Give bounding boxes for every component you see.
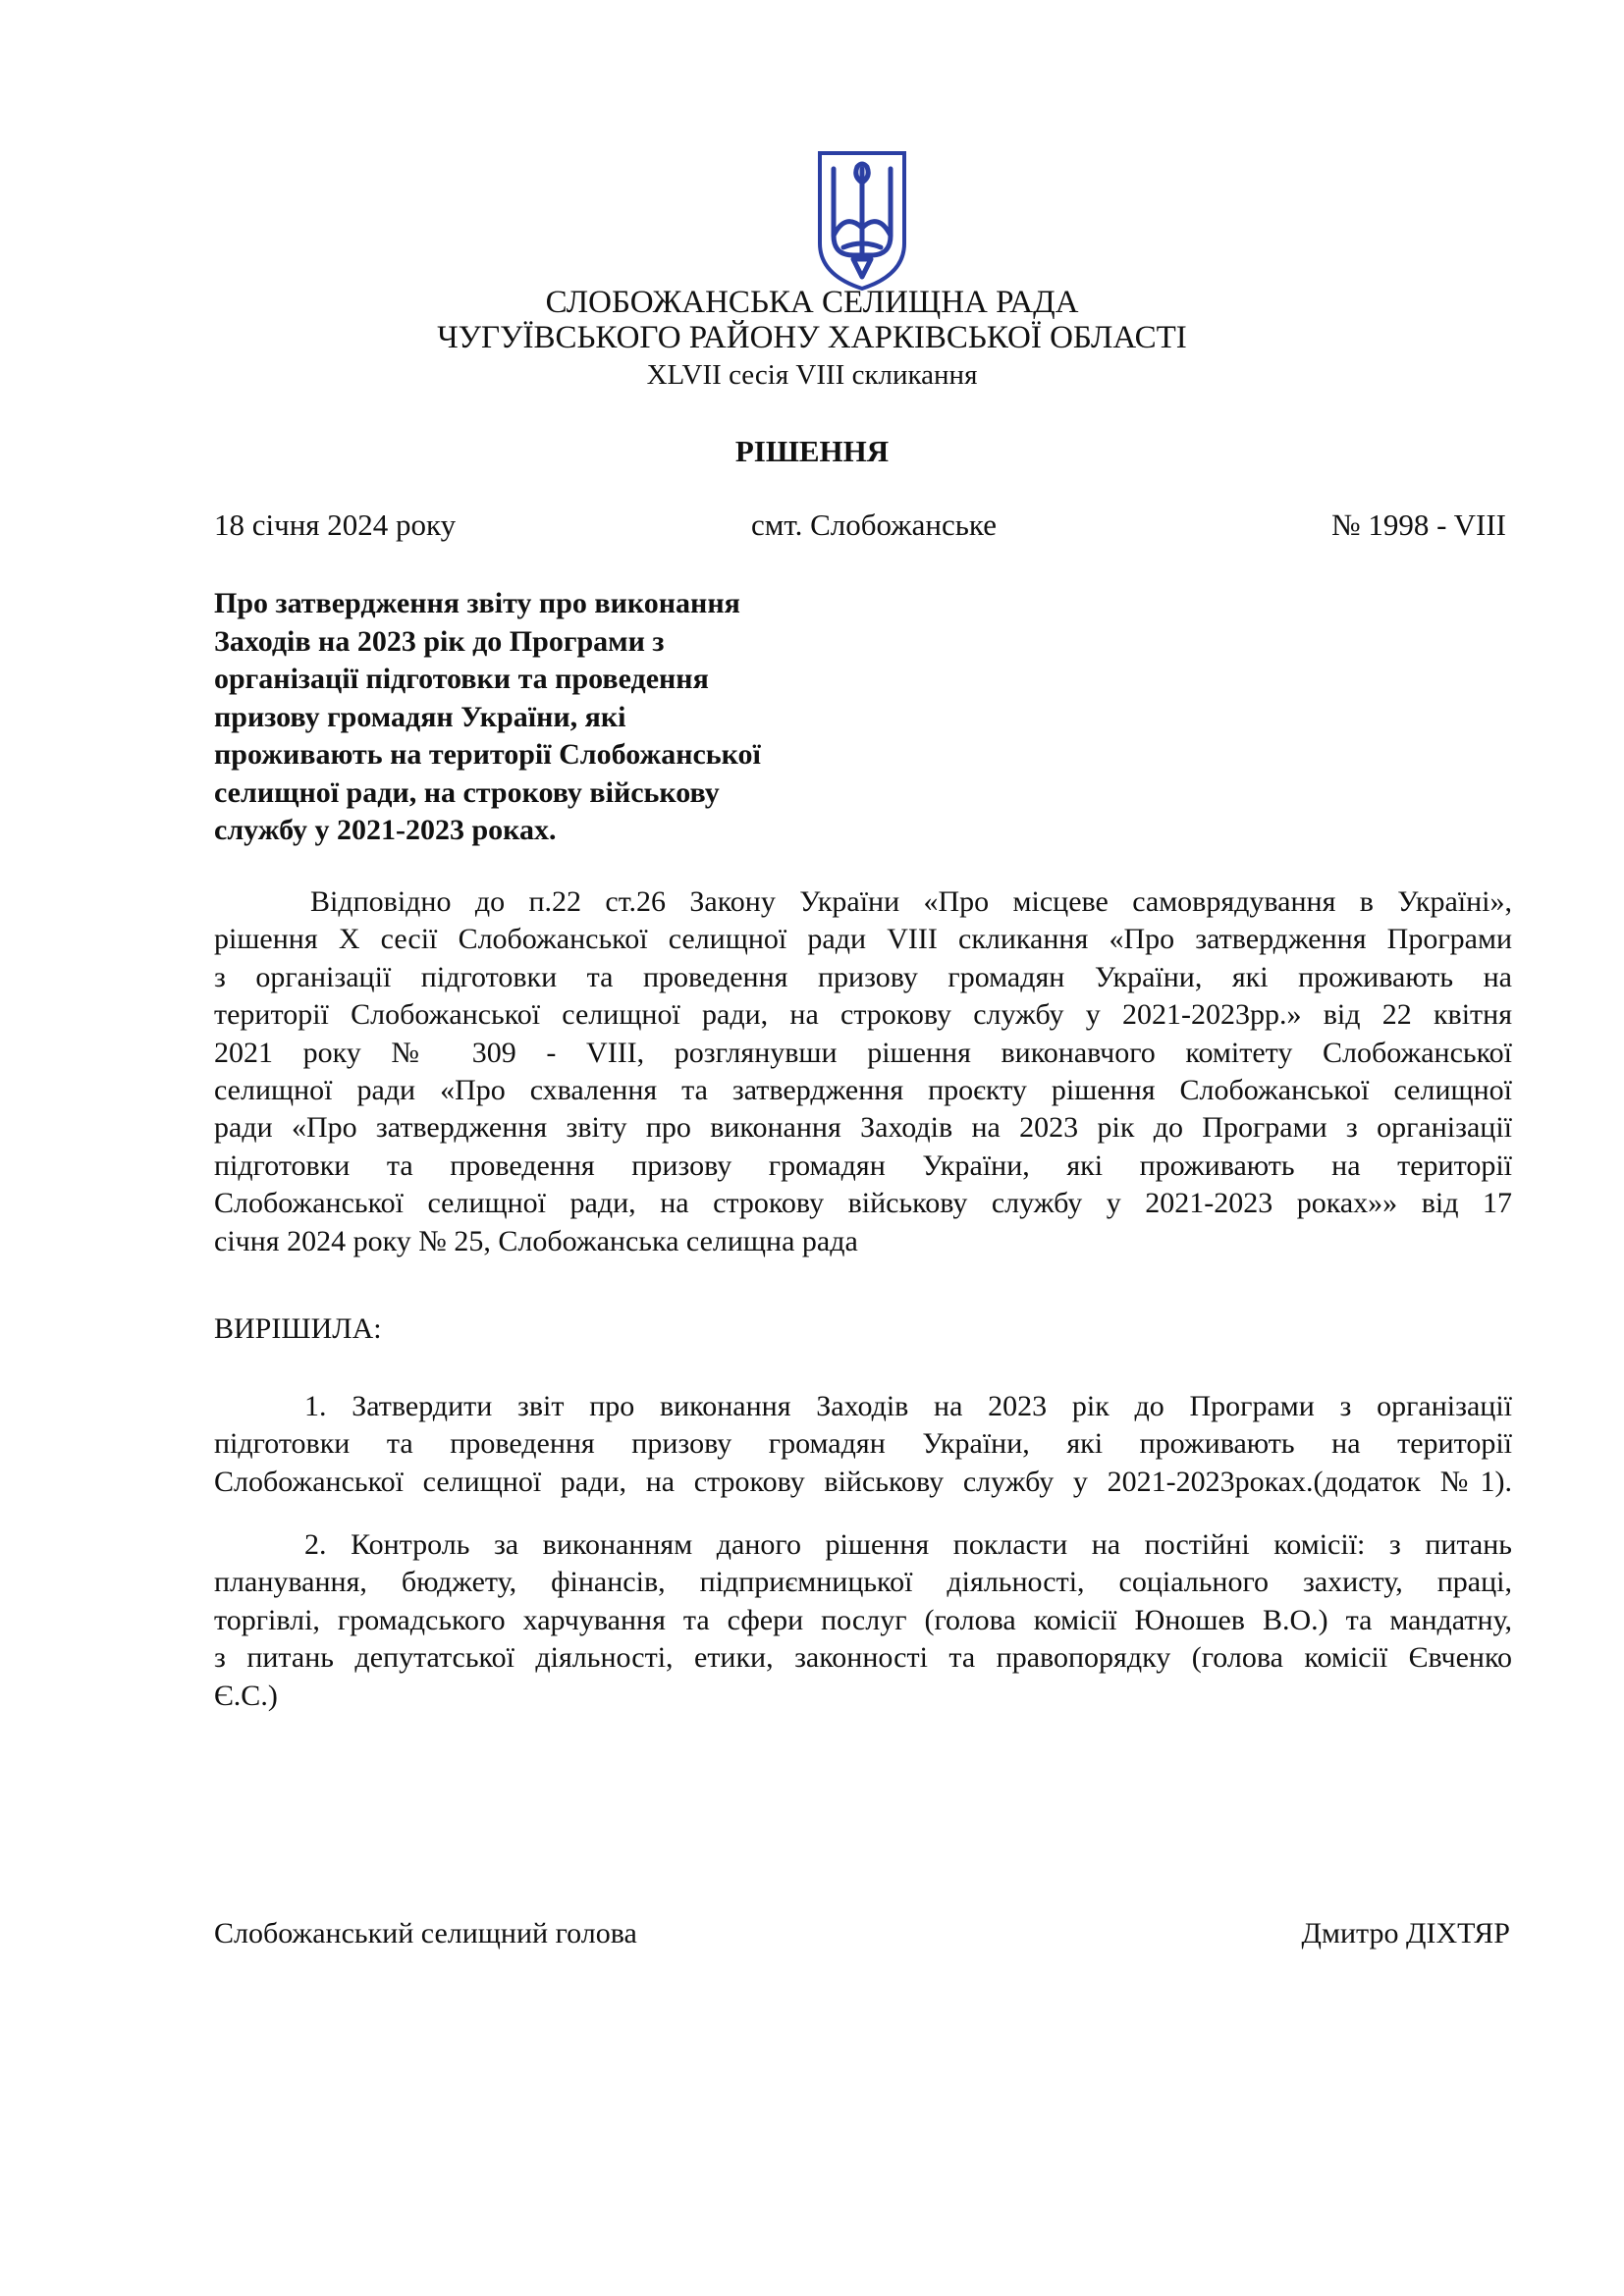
- item-line: підготовки та проведення призову громадян України, які проживають на території: [214, 1427, 1512, 1461]
- subject-line: службу у 2021-2023 роках.: [214, 814, 557, 846]
- session-name: XLVII сесія VIII скликання: [646, 359, 978, 391]
- subject-line: призову громадян України, які: [214, 700, 626, 733]
- decision-subject: [214, 585, 842, 850]
- item-line: Є.С.): [214, 1679, 278, 1712]
- decision-item-2: [214, 1526, 1512, 1715]
- item-line: 2. Контроль за виконанням даного рішення покласти на постійні комісії: з питань: [304, 1528, 1512, 1561]
- preamble-line: 2021 року № 309 - VIII, розглянувши рішення виконавчого комітету Слобожанської: [214, 1036, 1512, 1069]
- subject-line: проживають на території Слобожанської: [214, 738, 761, 771]
- decision-place: смт. Слобожанське: [751, 507, 997, 542]
- preamble-line: селищної ради «Про схвалення та затвердження проєкту рішення Слобожанської селищної: [214, 1073, 1512, 1106]
- preamble-line: Відповідно до п.22 ст.26 Закону України «Про місцеве самоврядування в Україні»,: [310, 885, 1512, 918]
- preamble-line: з організації підготовки та проведення призову громадян України, які проживають на: [214, 960, 1512, 993]
- subject-line: Про затвердження звіту про виконання: [214, 587, 740, 619]
- item-line: 1. Затвердити звіт про виконання Заходів на 2023 рік до Програми з організації: [304, 1390, 1512, 1422]
- subject-line: організації підготовки та проведення: [214, 663, 709, 695]
- subject-line: Заходів на 2023 рік до Програми з: [214, 624, 665, 658]
- preamble-line: січня 2024 року № 25, Слобожанська селищна рада: [214, 1224, 858, 1257]
- preamble-paragraph: [214, 883, 1512, 1260]
- preamble-line: Слобожанської селищної ради, на строкову військову службу у 2021-2023 роках»» від 17: [214, 1187, 1512, 1220]
- item-line: торгівлі, громадського харчування та сфери послуг (голова комісії Юношев В.О.) та мандатну,: [214, 1603, 1512, 1636]
- council-name: СЛОБОЖАНСЬКА СЕЛИЩНА РАДА: [545, 285, 1079, 320]
- item-line: з питань депутатської діяльності, етики, законності та правопорядку (голова комісії Євченко: [214, 1641, 1512, 1675]
- decision-title: РІШЕННЯ: [734, 434, 890, 468]
- resolved-label: ВИРІШИЛА:: [214, 1312, 382, 1345]
- subject-line: селищної ради, на строкову військову: [214, 775, 720, 809]
- preamble-line: території Слобожанської селищної ради, на строкову службу у 2021-2023рр.» від 22 квітня: [214, 998, 1512, 1032]
- decision-item-1: [214, 1388, 1512, 1501]
- decision-meta-row: [214, 507, 1506, 547]
- item-line: Слобожанської селищної ради, на строкову військову службу у 2021-2023роках.(додаток №1).: [214, 1465, 1512, 1498]
- district-name: ЧУГУЇВСЬКОГО РАЙОНУ ХАРКІВСЬКОЇ ОБЛАСТІ: [437, 320, 1187, 355]
- item-line: планування, бюджету, фінансів, підприємницької діяльності, соціального захисту, праці,: [214, 1566, 1512, 1599]
- decision-date: 18 січня 2024 року: [214, 507, 457, 542]
- signatory-name: Дмитро ДІХТЯР: [1301, 1917, 1510, 1949]
- decision-number: № 1998 - VIII: [1331, 507, 1506, 542]
- trident-coat-of-arms-icon: [814, 149, 910, 293]
- signature-block: [214, 1917, 1510, 1956]
- preamble-line: підготовки та проведення призову громадян України, які проживають на території: [214, 1148, 1512, 1182]
- preamble-line: ради «Про затвердження звіту про виконання Заходів на 2023 рік до Програми з організації: [214, 1111, 1512, 1145]
- preamble-line: рішення Х сесії Слобожанської селищної ради VIII скликання «Про затвердження Програми: [214, 923, 1512, 956]
- signatory-position: Слобожанський селищний голова: [214, 1917, 637, 1949]
